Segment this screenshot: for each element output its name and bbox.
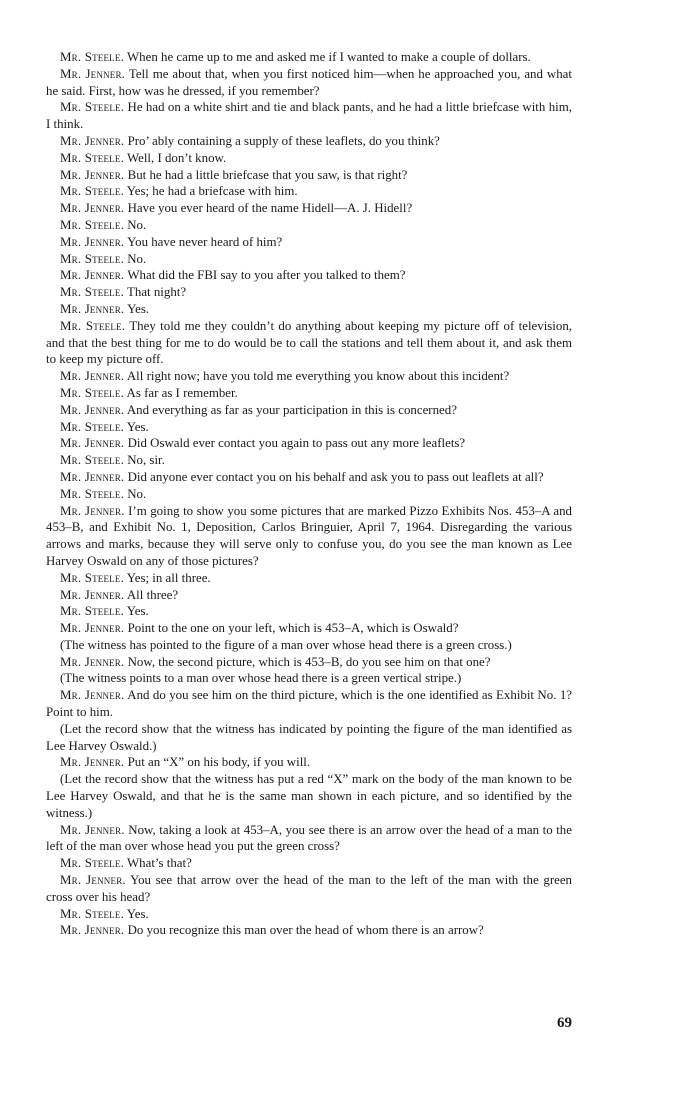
speaker-label: Mr. Jenner. (60, 201, 125, 216)
transcript-paragraph (46, 872, 572, 906)
speaker-label: Mr. Jenner. (60, 873, 126, 888)
speaker-label: Mr. Jenner. (60, 66, 126, 81)
paragraph-text: Yes. (126, 906, 149, 921)
paragraph-text: No. (127, 486, 147, 501)
speaker-label: Mr. Jenner. (60, 402, 125, 417)
paragraph-text: Point to the one on your left, which is 453–A, which is Oswald? (127, 621, 459, 636)
paragraph-text: Well, I don’t know. (127, 150, 227, 165)
page-number: 69 (557, 1015, 572, 1031)
paragraph-text: Yes. (127, 301, 150, 316)
transcript-paragraph (46, 49, 572, 66)
paragraph-text: And do you see him on the third picture, which is the one identified as Exhibit No. 1? Point to him. (46, 688, 572, 720)
paragraph-text: (Let the record show that the witness has indicated by pointing the figure of the man identified as Lee Harvey Oswald.) (46, 721, 572, 753)
speaker-label: Mr. Steele. (60, 385, 124, 400)
speaker-label: Mr. Jenner. (60, 654, 125, 669)
paragraph-text: You see that arrow over the head of the man to the left of the man with the green cross over his head? (46, 873, 572, 904)
paragraph-text: Yes; he had a briefcase with him. (126, 184, 298, 199)
speaker-label: Mr. Steele. (60, 486, 124, 501)
transcript-paragraph (46, 721, 572, 755)
speaker-label: Mr. Jenner. (60, 587, 125, 602)
speaker-label: Mr. Steele. (60, 184, 124, 199)
transcript-paragraph (46, 419, 572, 436)
transcript-paragraph (46, 922, 572, 939)
paragraph-text: (Let the record show that the witness has put a red “X” mark on the body of the man known to be Lee Harvey Oswald, and that he is the same man shown in each picture, and so identified by the witness.) (46, 772, 572, 820)
transcript-paragraph (46, 301, 572, 318)
speaker-label: Mr. Steele. (60, 604, 124, 619)
transcript-paragraph (46, 469, 572, 486)
speaker-label: Mr. Jenner. (60, 822, 125, 837)
transcript-paragraph (46, 855, 572, 872)
paragraph-text: No. (127, 251, 147, 266)
transcript-paragraph (46, 318, 572, 368)
paragraph-text: Yes. (126, 604, 149, 619)
speaker-label: Mr. Steele. (60, 318, 126, 333)
speaker-label: Mr. Jenner. (60, 133, 125, 148)
transcript-paragraph (46, 284, 572, 301)
transcript-paragraph (46, 368, 572, 385)
speaker-label: Mr. Steele. (60, 217, 124, 232)
transcript-paragraph (46, 183, 572, 200)
paragraph-text: When he came up to me and asked me if I wanted to make a couple of dollars. (127, 50, 531, 64)
transcript-paragraph (46, 670, 572, 687)
speaker-label: Mr. Steele. (60, 100, 125, 115)
paragraph-text: I’m going to show you some pictures that are marked Pizzo Exhibits Nos. 453–A and 453–B, and Exhibit No. 1, Deposition, Carlos Bringuier, April 7, 1964. Disregarding the various arrows and marks, because they will serve only to confuse you, do you see the man known as Lee Harvey Oswald on any of those pictures? (46, 503, 572, 568)
speaker-label: Mr. Steele. (60, 419, 124, 434)
transcript-paragraph (46, 754, 572, 771)
paragraph-text: (The witness has pointed to the figure of a man over whose head there is a green cross.) (60, 637, 512, 652)
speaker-label: Mr. Jenner. (60, 503, 125, 518)
paragraph-text: Yes. (126, 419, 149, 434)
speaker-label: Mr. Steele. (60, 570, 124, 585)
transcript-paragraph (46, 906, 572, 923)
paragraph-text: Yes; in all three. (126, 570, 211, 585)
speaker-label: Mr. Jenner. (60, 369, 125, 384)
transcript-paragraph (46, 167, 572, 184)
paragraph-text: What’s that? (127, 856, 192, 871)
transcript-paragraph (46, 603, 572, 620)
paragraph-text: All right now; have you told me everything you know about this incident? (126, 369, 510, 384)
transcript-paragraph (46, 620, 572, 637)
paragraph-text: And everything as far as your participation in this is concerned? (126, 402, 457, 417)
paragraph-text: They told me they couldn’t do anything about keeping my picture off of television, and that the best thing for me to do would be to call the stations and tell them about it, and ask them to keep my picture off. (46, 318, 572, 367)
paragraph-text: Do you recognize this man over the head of whom there is an arrow? (127, 923, 484, 938)
transcript-paragraph (46, 637, 572, 654)
paragraph-text: He had on a white shirt and tie and black pants, and he had a little briefcase with him, I think. (46, 100, 572, 132)
paragraph-text: But he had a little briefcase that you saw, is that right? (127, 167, 408, 182)
speaker-label: Mr. Steele. (60, 285, 124, 300)
paragraph-text: Did anyone ever contact you on his behalf and ask you to pass out leaflets at all? (127, 469, 544, 484)
speaker-label: Mr. Jenner. (60, 234, 125, 249)
paragraph-text: No. (127, 217, 147, 232)
transcript-paragraph (46, 570, 572, 587)
transcript-paragraph (46, 217, 572, 234)
transcript-paragraph (46, 587, 572, 604)
speaker-label: Mr. Steele. (60, 906, 124, 921)
transcript-paragraph (46, 452, 572, 469)
speaker-label: Mr. Steele. (60, 251, 124, 266)
transcript-paragraph (46, 234, 572, 251)
transcript-paragraph (46, 402, 572, 419)
speaker-label: Mr. Steele. (60, 50, 124, 64)
transcript-paragraph (46, 771, 572, 821)
transcript-paragraph (46, 66, 572, 100)
speaker-label: Mr. Jenner. (60, 301, 125, 316)
paragraph-text: No, sir. (127, 453, 165, 468)
paragraph-text: Tell me about that, when you first noticed him—when he approached you, and what he said. First, how was he dressed, if you remember? (46, 66, 572, 98)
transcript-body (46, 49, 572, 939)
paragraph-text: Now, taking a look at 453–A, you see there is an arrow over the head of a man to the left of the man over whose head you put the green cross? (46, 822, 572, 854)
paragraph-text: What did the FBI say to you after you talked to them? (127, 268, 406, 283)
paragraph-text: As far as I remember. (126, 385, 238, 400)
speaker-label: Mr. Jenner. (60, 755, 125, 770)
transcript-paragraph (46, 99, 572, 133)
transcript-paragraph (46, 133, 572, 150)
paragraph-text: All three? (126, 587, 179, 602)
transcript-paragraph (46, 503, 572, 570)
speaker-label: Mr. Jenner. (60, 436, 125, 451)
speaker-label: Mr. Jenner. (60, 469, 125, 484)
speaker-label: Mr. Jenner. (60, 167, 125, 182)
paragraph-text: You have never heard of him? (127, 234, 283, 249)
transcript-paragraph (46, 251, 572, 268)
speaker-label: Mr. Jenner. (60, 621, 125, 636)
transcript-paragraph (46, 385, 572, 402)
paragraph-text: Have you ever heard of the name Hidell—A. J. Hidell? (127, 201, 413, 216)
speaker-label: Mr. Steele. (60, 453, 124, 468)
speaker-label: Mr. Steele. (60, 856, 124, 871)
paragraph-text: Now, the second picture, which is 453–B, do you see him on that one? (127, 654, 491, 669)
transcript-paragraph (46, 150, 572, 167)
transcript-paragraph (46, 435, 572, 452)
transcript-paragraph (46, 486, 572, 503)
transcript-paragraph (46, 654, 572, 671)
speaker-label: Mr. Jenner. (60, 688, 125, 703)
transcript-paragraph (46, 687, 572, 721)
paragraph-text: Pro’ ably containing a supply of these leaflets, do you think? (127, 133, 440, 148)
paragraph-text: Put an “X” on his body, if you will. (127, 755, 311, 770)
speaker-label: Mr. Jenner. (60, 268, 125, 283)
transcript-paragraph (46, 200, 572, 217)
paragraph-text: That night? (127, 285, 187, 300)
paragraph-text: (The witness points to a man over whose head there is a green vertical stripe.) (60, 671, 462, 686)
transcript-paragraph (46, 267, 572, 284)
speaker-label: Mr. Jenner. (60, 923, 125, 938)
speaker-label: Mr. Steele. (60, 150, 124, 165)
transcript-paragraph (46, 822, 572, 856)
paragraph-text: Did Oswald ever contact you again to pass out any more leaflets? (127, 436, 466, 451)
